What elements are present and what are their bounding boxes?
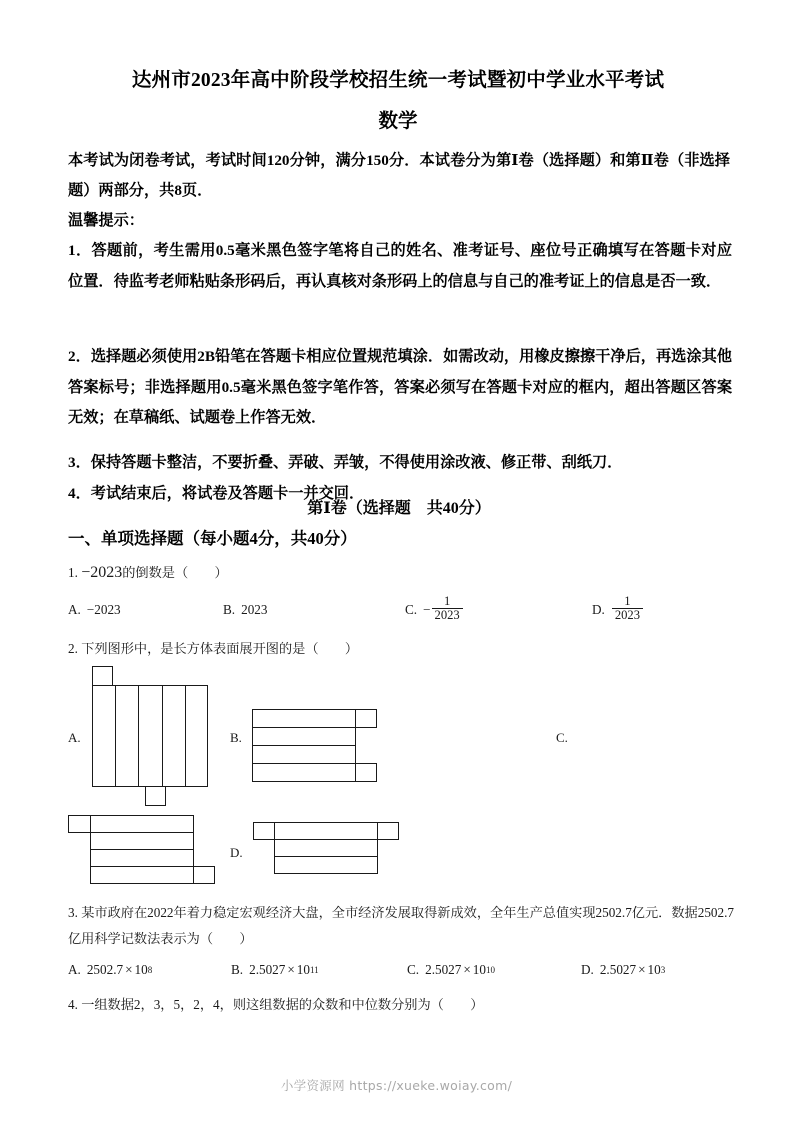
question-1-suffix: 的倒数是（ ） [122, 565, 228, 580]
question-1-value: −2023 [81, 564, 123, 581]
option-label: C. [405, 601, 418, 617]
fraction-numerator: 1 [443, 594, 451, 608]
option-mantissa: 2.5027 [425, 962, 462, 977]
option-exponent: 8 [147, 965, 153, 975]
fraction-numerator: 1 [624, 594, 631, 608]
option-exponent: 3 [660, 965, 666, 975]
option-text: 2023 [241, 602, 268, 617]
question-2-option-a-label[interactable]: A. [68, 730, 81, 745]
exam-intro-paragraph: 本考试为闭卷考试，考试时间120分钟，满分150分．本试卷分为第Ⅰ卷（选择题）和第Ⅱ卷（非选择题）两部分，共8页． [68, 152, 730, 199]
question-1-option-d[interactable] [592, 596, 644, 623]
page-title: 达州市2023年高中阶段学校招生统一考试暨初中学业水平考试 [131, 70, 665, 91]
question-2-option-c-label[interactable]: C. [556, 730, 568, 745]
tip-item-3: 3．保持答题卡整洁，不要折叠、弄破、弄皱，不得使用涂改液、修正带、刮纸刀． [68, 454, 623, 471]
option-label: D. [581, 962, 594, 977]
option-label: B. [223, 602, 236, 617]
fraction-one-over-2023 [432, 595, 463, 622]
question-4-stem: 4. 一组数据2，3，5，2，4，则这组数据的众数和中位数分别为（ ） [68, 997, 484, 1012]
subsection-heading-multiple-choice: 一、单项选择题（每小题4分，共40分） [68, 529, 357, 548]
option-mantissa: 2.5027 [249, 962, 286, 977]
multiply-icon: × [125, 962, 133, 977]
fraction-denominator: 2023 [432, 608, 463, 622]
option-exponent: 10 [485, 965, 495, 975]
option-base: 10 [134, 962, 148, 977]
question-1-options [68, 596, 732, 630]
tip-item-2: 2．选择题必须使用2B铅笔在答题卡相应位置规范填涂．如需改动，用橡皮擦擦干净后，再选涂其他答案标号；非选择题用0.5毫米黑色签字笔作答，答案必须写在答题卡对应的框内，超出答题区答案无效；在草稿纸、试题卷上作答无效． [68, 348, 732, 426]
multiply-icon: × [638, 962, 646, 977]
question-3-option-c[interactable] [407, 962, 495, 978]
option-label: A. [68, 602, 81, 617]
negative-sign: − [423, 601, 431, 617]
question-2-option-d-label[interactable]: D. [230, 845, 243, 860]
multiply-icon: × [287, 962, 295, 977]
question-1-option-b[interactable] [223, 602, 267, 618]
option-mantissa: 2.5027 [599, 962, 637, 977]
option-text: −2023 [86, 602, 121, 617]
option-base: 10 [472, 962, 486, 977]
option-label: B. [231, 962, 244, 977]
option-label: A. [68, 962, 81, 977]
tip-item-4: 4．考试结束后，将试卷及答题卡一并交回． [68, 485, 365, 502]
option-label: D. [592, 601, 605, 617]
question-1-stem [68, 562, 732, 584]
section-heading-part1: 第Ⅰ卷（选择题 共40分） [307, 500, 491, 517]
option-exponent: 11 [309, 965, 319, 975]
subject-title: 数学 [378, 111, 418, 132]
site-watermark: 小学资源网 https://xueke.woiay.com/ [280, 1078, 513, 1093]
question-1-option-c[interactable] [405, 596, 464, 623]
fraction-denominator: 2023 [612, 608, 643, 622]
tip-item-1: 1．答题前，考生需用0.5毫米黑色签字笔将自己的姓名、准考证号、座位号正确填写在答题卡对应位置．待监考老师粘贴条形码后，再认真核对条形码上的信息与自己的准考证上的信息是否一致． [68, 242, 732, 290]
option-base: 10 [296, 962, 310, 977]
question-2-option-b-label[interactable]: B. [230, 730, 242, 745]
question-3-options [68, 958, 732, 992]
option-mantissa: 2502.7 [86, 962, 124, 977]
question-2-stem: 2. 下列图形中，是长方体表面展开图的是（ ） [68, 641, 359, 656]
question-3-option-d[interactable] [581, 962, 665, 978]
question-3-option-a[interactable] [68, 962, 152, 978]
option-base: 10 [647, 962, 661, 977]
option-label: C. [407, 962, 420, 977]
fraction-one-over-2023 [612, 595, 643, 622]
question-3-option-b[interactable] [231, 962, 319, 978]
tips-label: 温馨提示： [68, 212, 144, 229]
question-1-number: 1. [68, 565, 78, 580]
question-3-stem: 3. 某市政府在2022年着力稳定宏观经济大盘，全市经济发展取得新成效，全年生产总值实现2502.7亿元．数据2502.7亿用科学记数法表示为（ ） [68, 905, 734, 946]
question-1-option-a[interactable] [68, 602, 121, 618]
multiply-icon: × [463, 962, 471, 977]
